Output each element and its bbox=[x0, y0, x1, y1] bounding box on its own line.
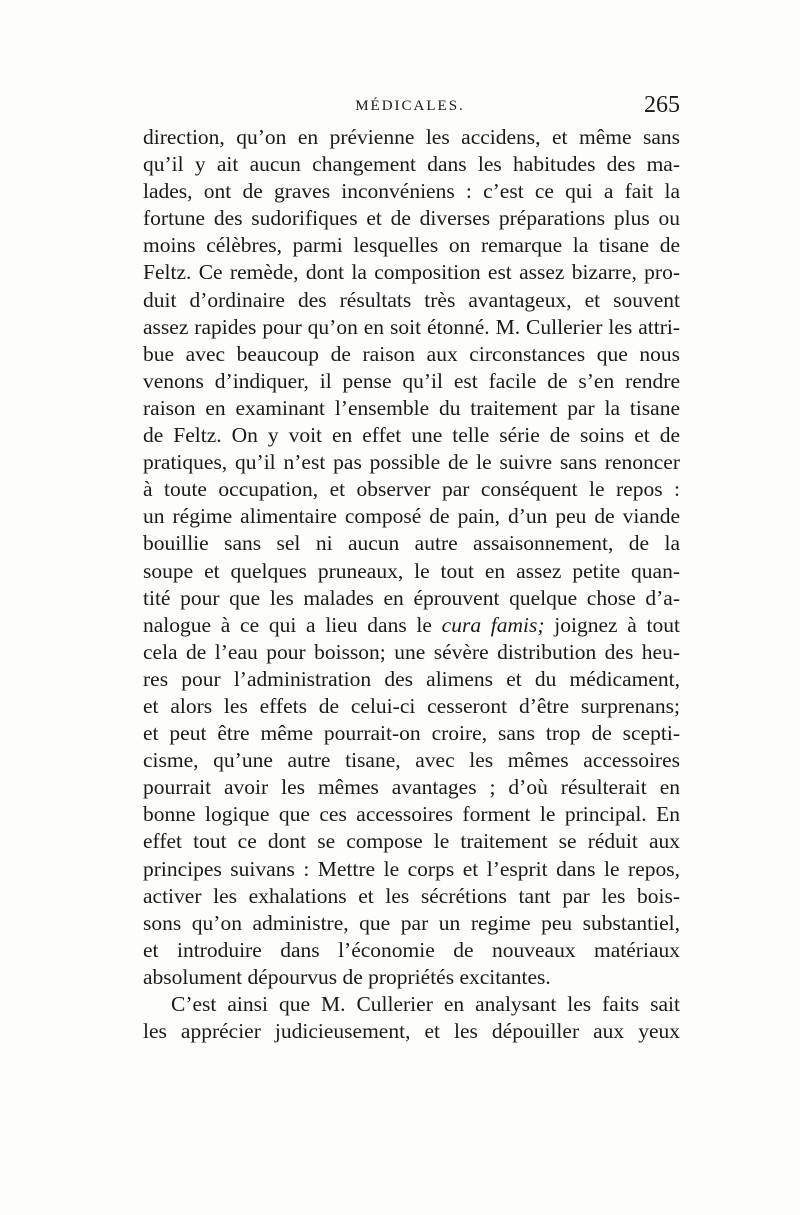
body-text bbox=[143, 124, 680, 1045]
text-segment: nalogue à ce qui a lieu dans le bbox=[143, 612, 442, 637]
text-line: duit d’ordinaire des résultats très avantageux, et souvent bbox=[143, 287, 680, 312]
text-line: soupe et quelques pruneaux, le tout en assez petite quan- bbox=[143, 558, 680, 583]
text-line: bouillie sans sel ni aucun autre assaisonnement, de la bbox=[143, 531, 680, 556]
text-line: venons d’indiquer, il pense qu’il est facile de s’en rendre bbox=[143, 368, 680, 393]
text-line: bue avec beaucoup de raison aux circonstances que nous bbox=[143, 341, 680, 366]
paragraph-end-line: absolument dépourvus de propriétés excitantes. bbox=[143, 964, 551, 989]
text-line-with-italic bbox=[143, 612, 680, 639]
running-head bbox=[140, 92, 680, 122]
text-line: activer les exhalations et les sécrétions tant par les bois- bbox=[143, 883, 680, 908]
text-line: res pour l’administration des alimens et du médicament, bbox=[143, 666, 680, 691]
text-line: un régime alimentaire composé de pain, d’un peu de viande bbox=[143, 504, 680, 529]
text-line: et alors les effets de celui-ci cesseront d’être surprenans; bbox=[143, 693, 680, 718]
running-title: MÉDICALES. bbox=[355, 98, 465, 114]
text-line: cisme, qu’une autre tisane, avec les mêmes accessoires bbox=[143, 748, 680, 773]
text-line: principes suivans : Mettre le corps et l’esprit dans le repos, bbox=[143, 856, 680, 881]
paragraph-start-line: C’est ainsi que M. Cullerier en analysant les faits sait bbox=[171, 992, 680, 1016]
text-segment: joignez à tout bbox=[544, 612, 680, 637]
italic-phrase: cura famis; bbox=[441, 612, 545, 637]
text-line: et introduire dans l’économie de nouveaux matériaux bbox=[143, 937, 680, 962]
text-line: sons qu’on administre, que par un regime peu substantiel, bbox=[143, 910, 680, 935]
text-line: et peut être même pourrait-on croire, sans trop de scepti- bbox=[143, 721, 680, 746]
text-line: qu’il y ait aucun changement dans les habitudes des ma- bbox=[143, 152, 680, 177]
text-line: Feltz. Ce remède, dont la composition est assez bizarre, pro- bbox=[143, 260, 680, 285]
text-line: bonne logique que ces accessoires forment le principal. En bbox=[143, 802, 680, 827]
text-line: raison en examinant l’ensemble du traitement par la tisane bbox=[143, 395, 680, 420]
page-number: 265 bbox=[644, 92, 680, 118]
text-line: pourrait avoir les mêmes avantages ; d’où résulterait en bbox=[143, 775, 680, 800]
text-line: de Feltz. On y voit en effet une telle série de soins et de bbox=[143, 423, 680, 448]
text-line: moins célèbres, parmi lesquelles on remarque la tisane de bbox=[143, 233, 680, 258]
text-line: les apprécier judicieusement, et les dépouiller aux yeux bbox=[143, 1019, 680, 1044]
text-line: à toute occupation, et observer par conséquent le repos : bbox=[143, 477, 680, 502]
text-line: cela de l’eau pour boisson; une sévère distribution des heu- bbox=[143, 639, 680, 664]
text-line: effet tout ce dont se compose le traitement se réduit aux bbox=[143, 829, 680, 854]
text-line: fortune des sudorifiques et de diverses préparations plus ou bbox=[143, 206, 680, 231]
text-line: lades, ont de graves inconvéniens : c’est ce qui a fait la bbox=[143, 179, 680, 204]
text-line: tité pour que les malades en éprouvent quelque chose d’a- bbox=[143, 585, 680, 610]
text-line: direction, qu’on en prévienne les accidens, et même sans bbox=[143, 125, 680, 149]
text-line: assez rapides pour qu’on en soit étonné. M. Cullerier les attri- bbox=[143, 314, 680, 339]
text-line: pratiques, qu’il n’est pas possible de le suivre sans renoncer bbox=[143, 450, 680, 475]
